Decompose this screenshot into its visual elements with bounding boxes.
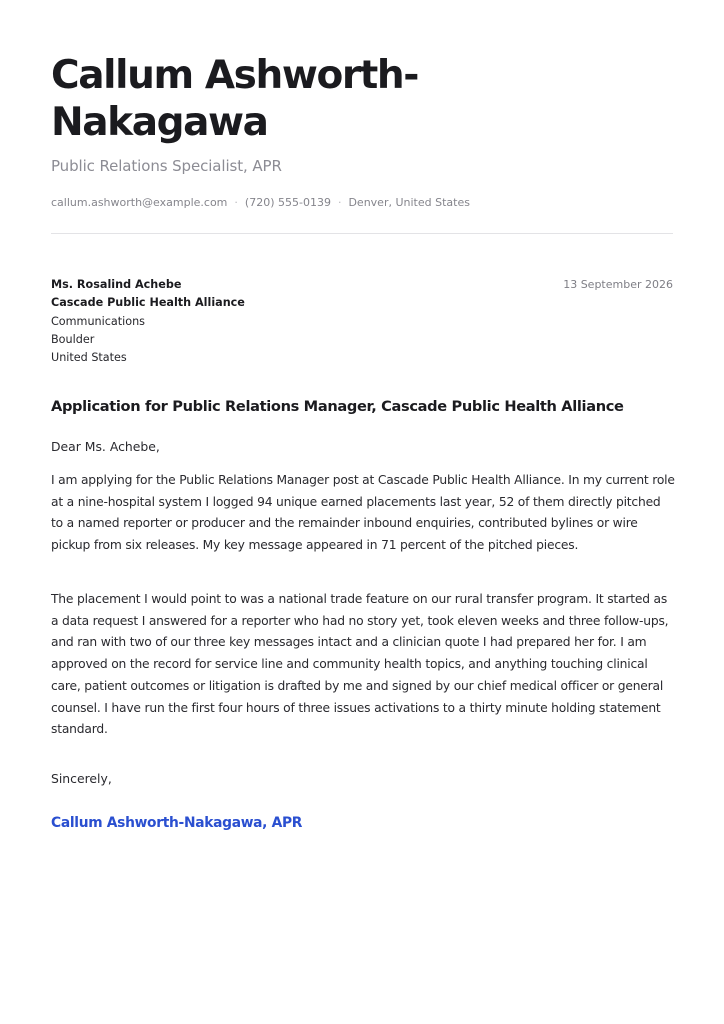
recipient-department: Communications	[51, 314, 146, 328]
recipient-organization: Cascade Public Health Alliance	[51, 296, 245, 310]
letter-subject: Application for Public Relations Manager, Cascade Public Health Alliance	[51, 398, 624, 415]
salutation: Dear Ms. Achebe,	[51, 439, 160, 454]
contact-separator: ·	[337, 196, 342, 209]
contact-line	[51, 196, 470, 209]
header-divider	[51, 233, 673, 234]
recipient-city: Boulder	[51, 332, 95, 346]
closing: Sincerely,	[51, 771, 112, 786]
recipient-country: United States	[51, 351, 127, 365]
contact-phone[interactable]: (720) 555-0139	[244, 196, 331, 209]
contact-separator: ·	[234, 196, 238, 209]
recipient-name: Ms. Rosalind Achebe	[51, 278, 182, 291]
contact-email[interactable]: callum.ashworth@example.com	[51, 196, 228, 209]
body-paragraph-1: I am applying for the Public Relations Manager post at Cascade Public Health Alliance. In my current role at a nine-hospital system I logged 94 unique earned placements last year, 52 of them directly pitched to a named reporter or producer and the remainder inbound enquiries, contributed bylines or wire pickup from six releases. My key message appeared in 71 percent of the pitched pieces.	[51, 473, 675, 553]
applicant-name: Callum Ashworth-Nakagawa	[51, 53, 419, 145]
applicant-title: Public Relations Specialist, APR	[51, 157, 282, 175]
body-paragraph-2: The placement I would point to was a national trade feature on our rural transfer program. It started as a data request I answered for a reporter who had no story yet, took eleven weeks and three follow-ups, and ran with two of our three key messages intact and a clinician quote I had prepared her for. I am approved on the record for service line and community health topics, and anything touching clinical care, patient outcomes or litigation is drafted by me and signed by our chief medical officer or general counsel. I have run the first four hours of three issues activations to a thirty minute holding statement standard.	[51, 592, 669, 737]
recipient-block	[51, 276, 245, 367]
signature: Callum Ashworth-Nakagawa, APR	[51, 815, 303, 831]
contact-location: Denver, United States	[348, 196, 470, 209]
letter-date: 13 September 2026	[563, 278, 673, 291]
